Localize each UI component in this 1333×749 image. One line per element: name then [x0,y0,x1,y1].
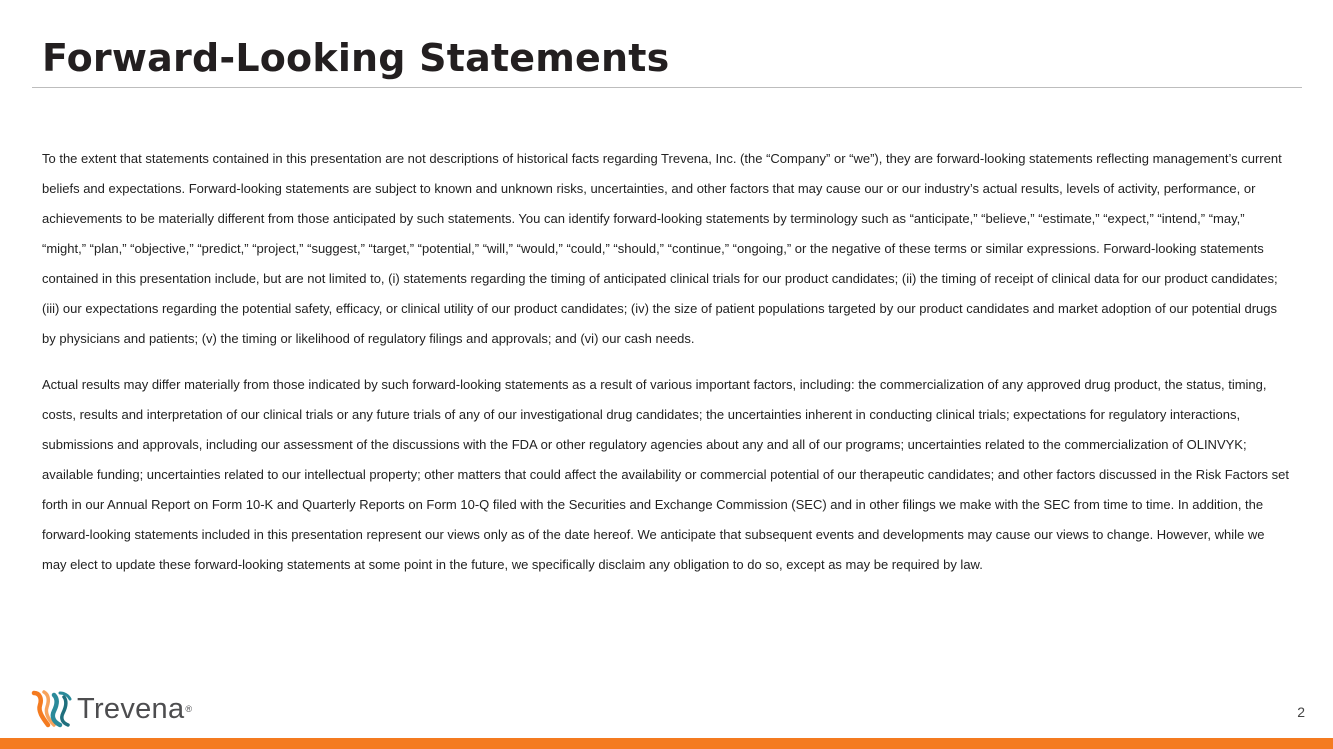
registered-mark: ® [185,704,193,714]
trevena-logo [30,689,192,729]
logo-wordmark: Trevena [77,693,185,725]
disclaimer-body [42,144,1292,580]
title-divider [32,87,1302,88]
footer-accent-bar [0,738,1333,749]
page-title: Forward-Looking Statements [42,36,670,80]
trevena-logo-icon [30,689,76,729]
paragraph-forward-looking-intro: To the extent that statements contained in this presentation are not descriptions of historical facts regarding Trevena, Inc. (the “Company” or “we”), they are forward-looking statements reflecting management’s current beliefs and expectations. Forward-looking statements are subject to known and unknown risks, uncertainties, and other factors that may cause our or our industry’s actual results, levels of activity, performance, or achievements to be materially different from those anticipated by such statements. You can identify forward-looking statements by terminology such as “anticipate,” “believe,” “estimate,” “expect,” “intend,” “may,” “might,” “plan,” “objective,” “predict,” “project,” “suggest,” “target,” “potential,” “will,” “would,” “could,” “should,” “continue,” “ongoing,” or the negative of these terms or similar expressions. Forward-looking statements contained in this presentation include, but are not limited to, (i) statements regarding the timing of anticipated clinical trials for our product candidates; (ii) the timing of receipt of clinical data for our product candidates; (iii) our expectations regarding the potential safety, efficacy, or clinical utility of our product candidates; (iv) the size of patient populations targeted by our product candidates and market adoption of our potential drugs by physicians and patients; (v) the timing or likelihood of regulatory filings and approvals; and (vi) our cash needs. [42,151,1282,346]
page-number: 2 [1297,704,1305,720]
paragraph-actual-results: Actual results may differ materially from those indicated by such forward-looking statements as a result of various important factors, including: the commercialization of any approved drug product, the status, timing, costs, results and interpretation of our clinical trials or any future trials of any of our investigational drug candidates; the uncertainties inherent in conducting clinical trials; expectations for regulatory interactions, submissions and approvals, including our assessment of the discussions with the FDA or other regulatory agencies about any and all of our programs; uncertainties related to the commercialization of OLINVYK; available funding; uncertainties related to our intellectual property; other matters that could affect the availability or commercial potential of our therapeutic candidates; and other factors discussed in the Risk Factors set forth in our Annual Report on Form 10-K and Quarterly Reports on Form 10-Q filed with the Securities and Exchange Commission (SEC) and in other filings we make with the SEC from time to time. In addition, the forward-looking statements included in this presentation represent our views only as of the date hereof. We anticipate that subsequent events and developments may cause our views to change. However, while we may elect to update these forward-looking statements at some point in the future, we specifically disclaim any obligation to do so, except as may be required by law. [42,377,1289,572]
